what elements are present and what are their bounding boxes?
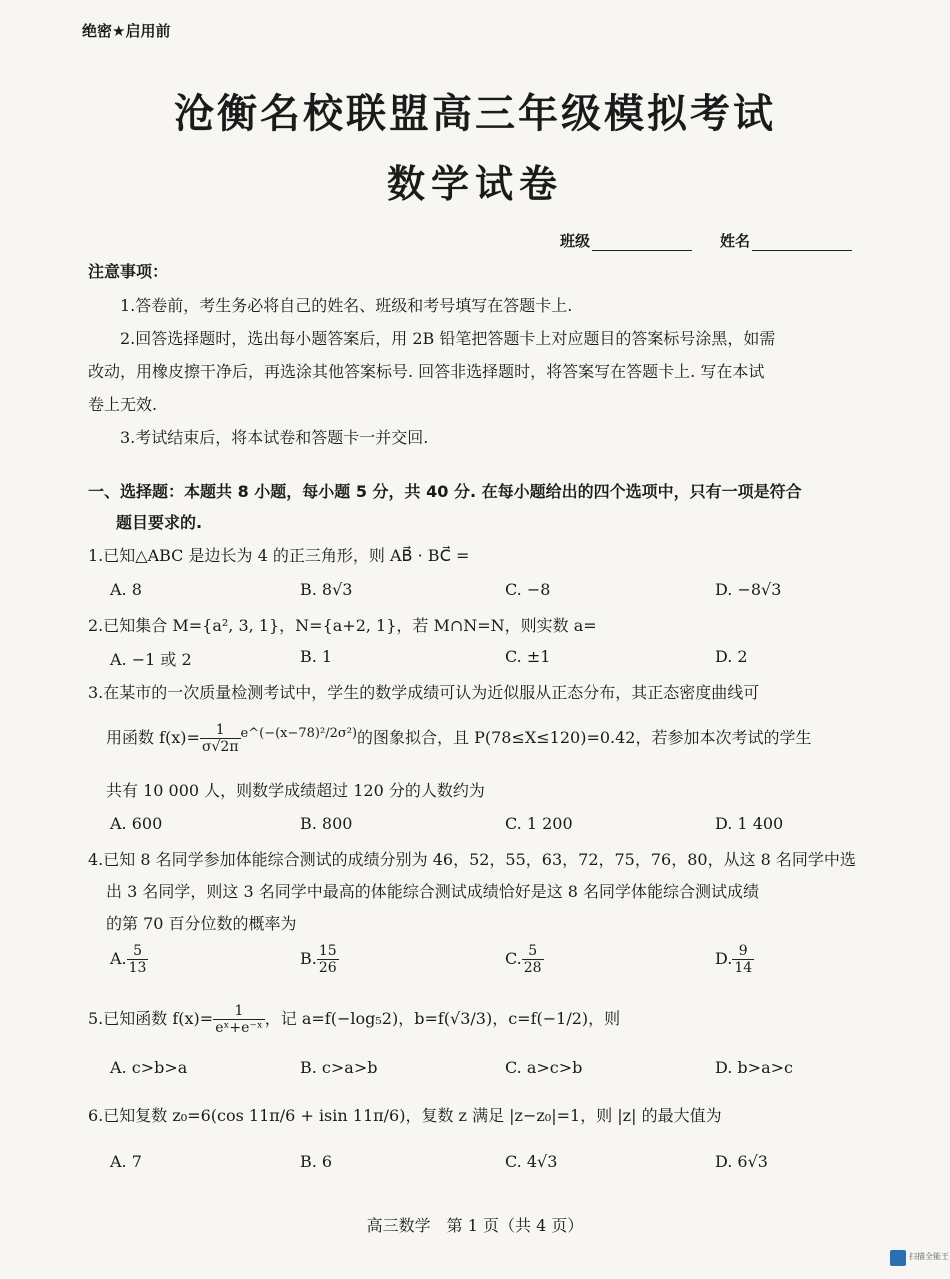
q4-d-den: 14 — [734, 960, 753, 976]
q5-fraction — [213, 1003, 265, 1036]
q5-option-c: C. a>c>b — [505, 1058, 583, 1077]
q1-option-d: D. −8√3 — [715, 580, 782, 599]
q3-option-a: A. 600 — [110, 814, 163, 833]
q4-d-frac — [732, 943, 754, 976]
scanner-watermark-text: 扫描全能王 — [909, 1252, 949, 1261]
q5-frac-den: eˣ+e⁻ˣ — [215, 1020, 263, 1036]
q4-b-den: 26 — [318, 960, 337, 976]
q3-option-b: B. 800 — [300, 814, 353, 833]
q5-frac-num: 1 — [213, 1003, 265, 1020]
q4-line1: 4.已知 8 名同学参加体能综合测试的成绩分别为 46，52，55，63，72，75，76，80，从这 8 名同学中选 — [88, 850, 856, 869]
q5-option-d: D. b>a>c — [715, 1058, 793, 1077]
q6-stem: 6.已知复数 z₀=6(cos 11π/6 + isin 11π/6)，复数 z 满足 |z−z₀|=1，则 |z| 的最大值为 — [88, 1106, 722, 1125]
q4-option-c — [505, 943, 544, 976]
class-blank — [592, 236, 692, 251]
scanner-watermark — [890, 1250, 949, 1268]
q3-line2-pre: 用函数 f(x)= — [106, 728, 200, 747]
q4-line3: 的第 70 百分位数的概率为 — [106, 914, 297, 933]
name-field — [720, 230, 852, 251]
q5-option-a: A. c>b>a — [110, 1058, 188, 1077]
q4-a-frac — [127, 943, 149, 976]
q3-line1: 3.在某市的一次质量检测考试中，学生的数学成绩可认为近似服从正态分布，其正态密度曲线可 — [88, 683, 760, 702]
q5-post: ，记 a=f(−log₅2)，b=f(√3/3)，c=f(−1/2)，则 — [264, 1009, 621, 1028]
q2-option-b: B. 1 — [300, 647, 333, 666]
q3-option-d: D. 1 400 — [715, 814, 784, 833]
exam-title: 沧衡名校联盟高三年级模拟考试 — [174, 90, 776, 137]
q2-option-d: D. 2 — [715, 647, 748, 666]
q4-b-label: B. — [300, 949, 317, 968]
q3-option-c: C. 1 200 — [505, 814, 573, 833]
q4-c-label: C. — [505, 949, 522, 968]
q5-pre: 5.已知函数 f(x)= — [88, 1009, 214, 1028]
page-footer: 高三数学 第 1 页（共 4 页） — [366, 1216, 584, 1235]
notice-item-2-line3: 卷上无效. — [88, 395, 158, 414]
q4-d-label: D. — [715, 949, 733, 968]
q6-option-b: B. 6 — [300, 1152, 333, 1171]
notice-heading: 注意事项： — [88, 262, 169, 281]
notice-item-1: 1.答卷前，考生务必将自己的姓名、班级和考号填写在答题卡上. — [120, 296, 573, 315]
q2-option-a: A. −1 或 2 — [110, 650, 192, 669]
section-heading-line2: 题目要求的. — [116, 513, 203, 532]
q1-option-c: C. −8 — [505, 580, 551, 599]
q3-line3: 共有 10 000 人，则数学成绩超过 120 分的人数约为 — [106, 781, 485, 800]
q1-option-b: B. 8√3 — [300, 580, 353, 599]
notice-item-2-line1: 2.回答选择题时，选出每小题答案后，用 2B 铅笔把答题卡上对应题目的答案标号涂黑，如需 — [120, 329, 776, 348]
q3-exponent: e^(−(x−78)²/2σ²) — [240, 726, 358, 741]
q3-line2-post: 的图象拟合，且 P(78≤X≤120)=0.42，若参加本次考试的学生 — [357, 728, 812, 747]
q6-option-c: C. 4√3 — [505, 1152, 558, 1171]
confidential-label: 绝密★启用前 — [82, 22, 171, 40]
q1-option-a: A. 8 — [110, 580, 142, 599]
notice-item-2-line2: 改动，用橡皮擦干净后，再选涂其他答案标号. 回答非选择题时，将答案写在答题卡上. 写在本试 — [88, 362, 765, 381]
class-label: 班级 — [560, 232, 591, 250]
section-heading-line1: 一、选择题：本题共 8 小题，每小题 5 分，共 40 分. 在每小题给出的四个选项中，只有一项是符合 — [88, 482, 802, 501]
exam-subtitle: 数学试卷 — [386, 161, 563, 206]
scanner-logo-icon — [890, 1250, 906, 1266]
q4-option-d — [715, 943, 754, 976]
q6-option-d: D. 6√3 — [715, 1152, 768, 1171]
q4-c-den: 28 — [523, 960, 542, 976]
q4-b-frac — [317, 943, 339, 976]
name-label: 姓名 — [720, 232, 751, 250]
q2-stem: 2.已知集合 M={a², 3, 1}，N={a+2, 1}，若 M∩N=N，则实数 a= — [88, 616, 597, 635]
q4-option-a — [110, 943, 148, 976]
q4-c-num: 5 — [522, 943, 544, 960]
q3-frac-num: 1 — [200, 722, 241, 739]
q1-stem: 1.已知△ABC 是边长为 4 的正三角形，则 AB⃗ · BC⃗ = — [88, 546, 470, 565]
name-blank — [752, 236, 852, 251]
notice-item-3: 3.考试结束后，将本试卷和答题卡一并交回. — [120, 428, 429, 447]
q4-a-den: 13 — [128, 960, 147, 976]
q4-c-frac — [522, 943, 544, 976]
q3-frac-den: σ√2π — [201, 739, 239, 755]
q5-stem — [88, 1003, 620, 1036]
q4-d-num: 9 — [732, 943, 754, 960]
class-field — [560, 230, 692, 251]
q4-a-label: A. — [110, 949, 127, 968]
q2-option-c: C. ±1 — [505, 647, 551, 666]
q4-a-num: 5 — [127, 943, 149, 960]
q4-option-b — [300, 943, 339, 976]
q3-line2 — [106, 722, 812, 755]
q3-fraction — [200, 722, 241, 755]
q4-line2: 出 3 名同学，则这 3 名同学中最高的体能综合测试成绩恰好是这 8 名同学体能综合测试成绩 — [106, 882, 760, 901]
q5-option-b: B. c>a>b — [300, 1058, 378, 1077]
q6-option-a: A. 7 — [110, 1152, 142, 1171]
q4-b-num: 15 — [318, 943, 337, 959]
